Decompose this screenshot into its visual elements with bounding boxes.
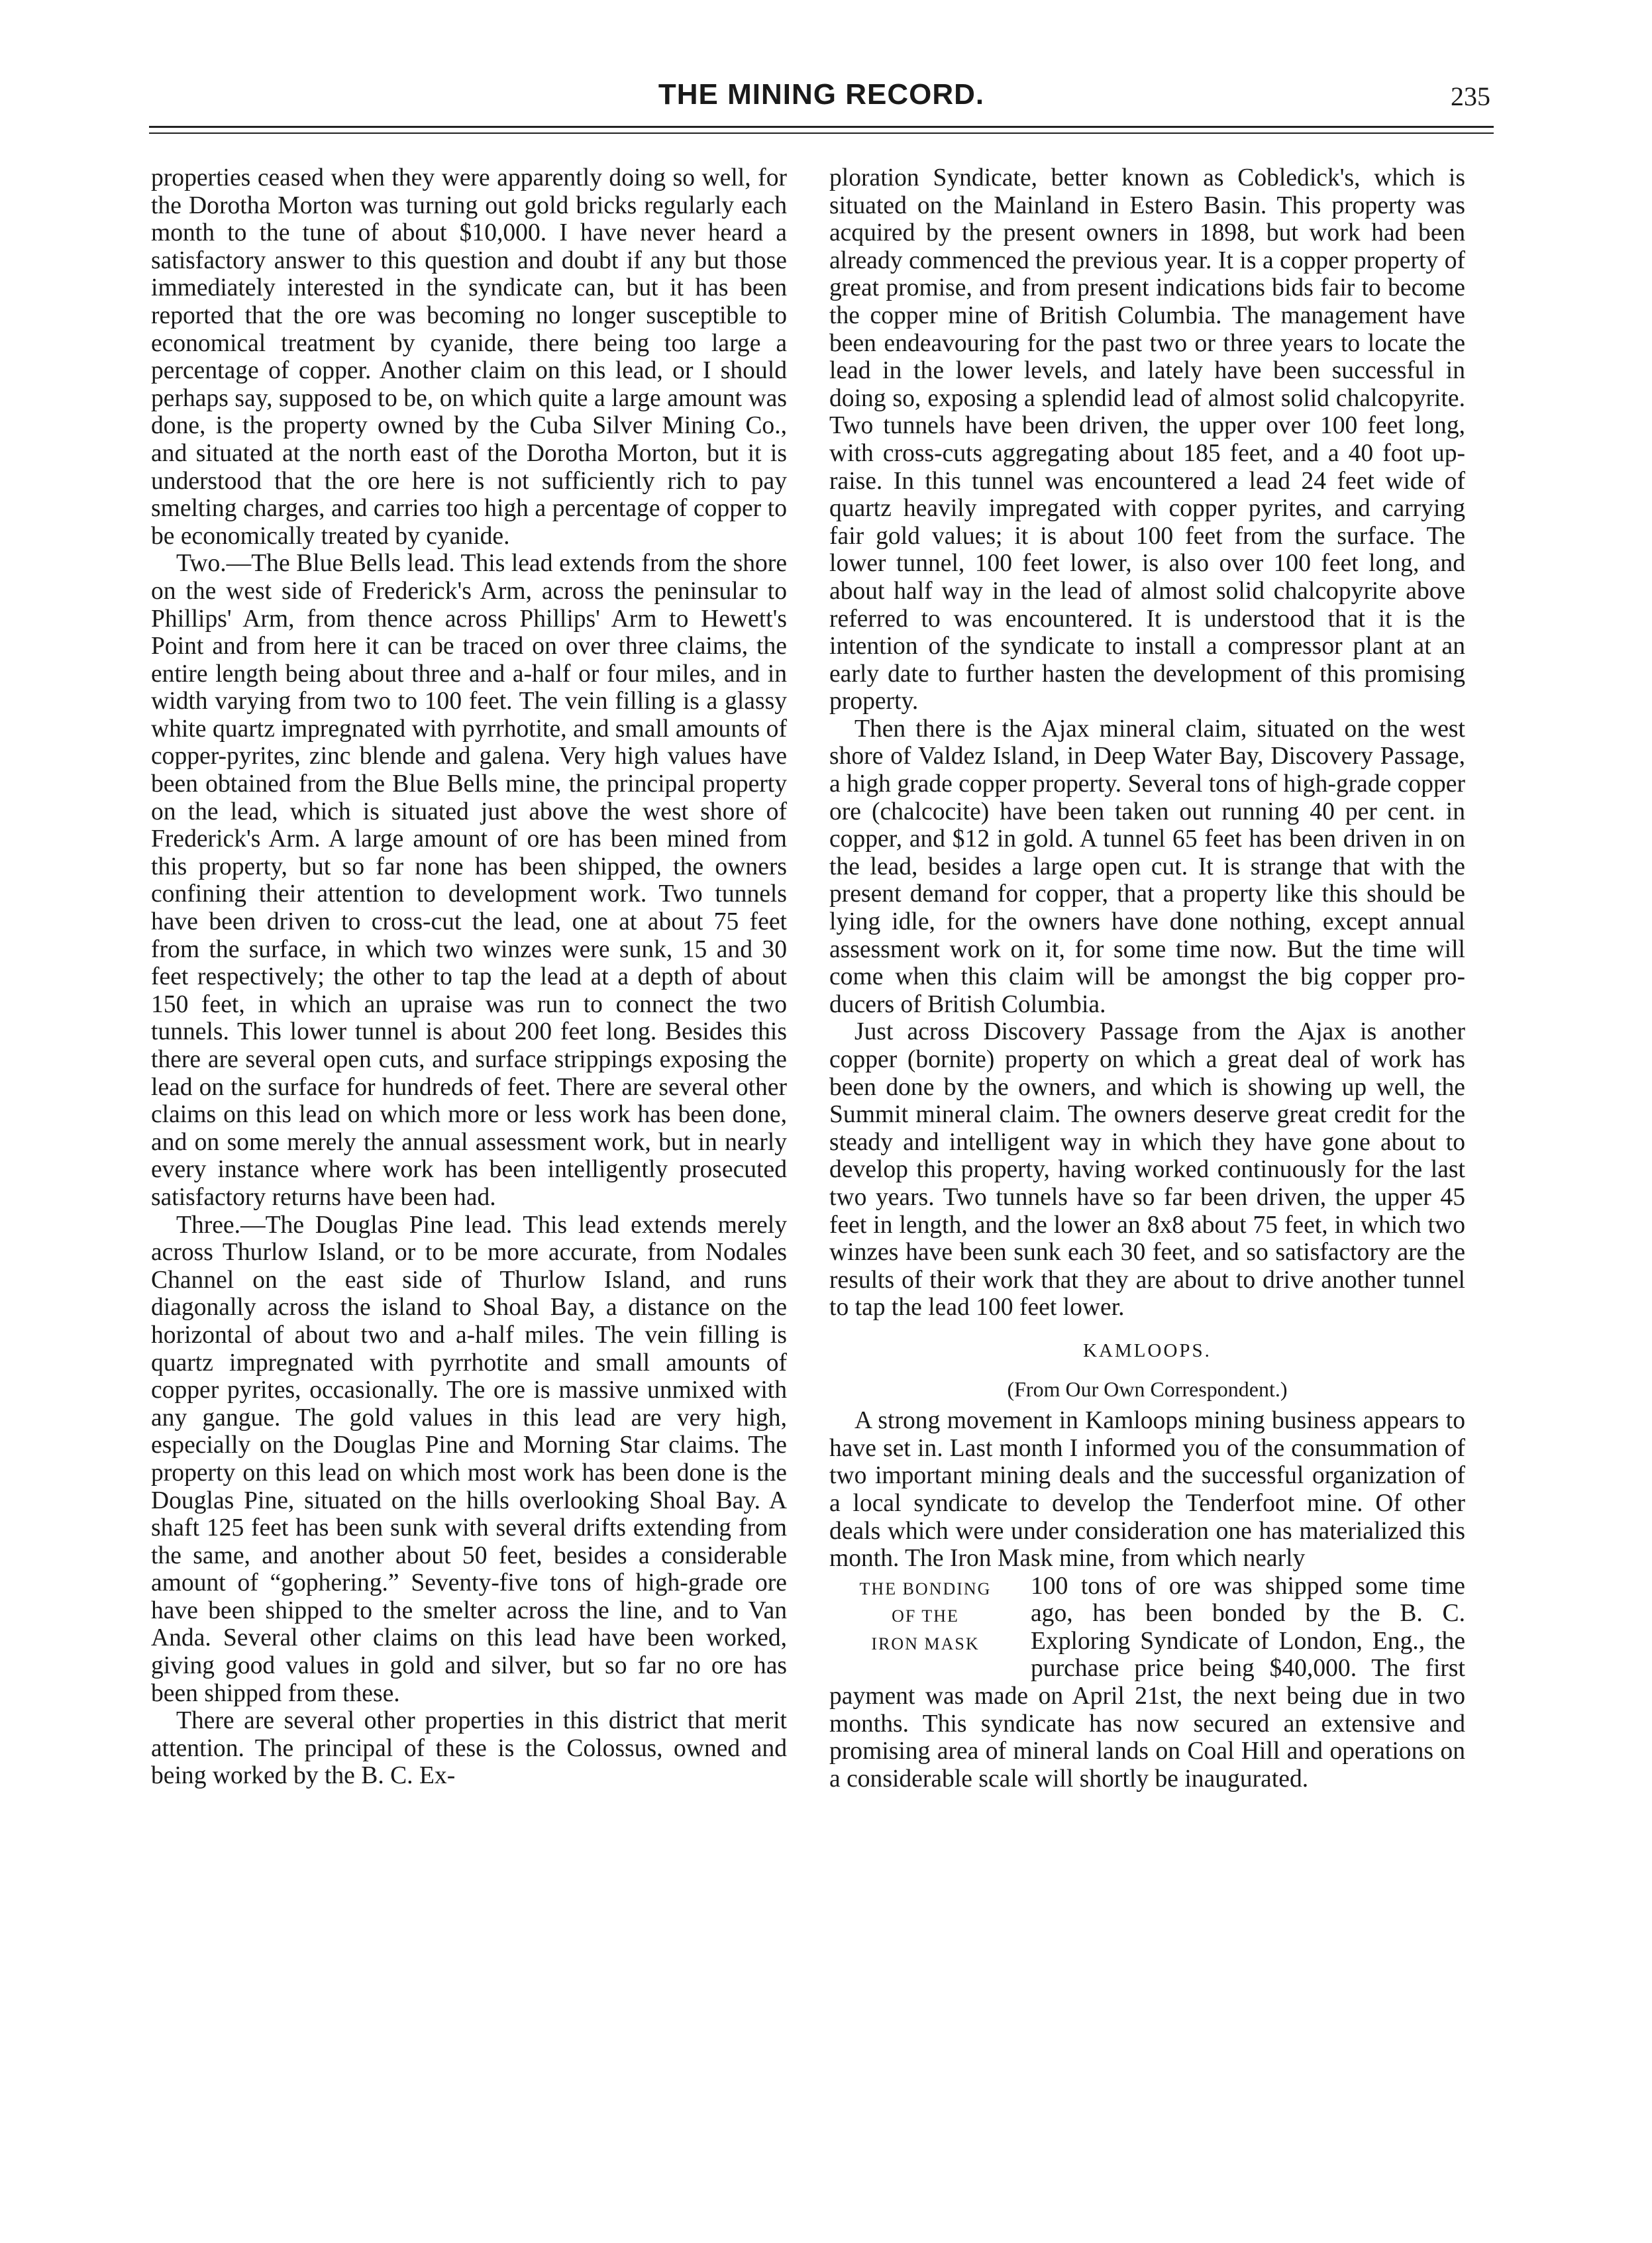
paragraph: A strong movement in Kamloops mining business appears to have set in. Last month I informed you of the consummation of two important mining deals and the successful organization of a local syndicate to develop the Tenderfoot mine. Of other deals which were under consideration one has materialized this month. The Iron Mask mine, from which nearly <box>829 1407 1465 1573</box>
paragraph: ploration Syndicate, better known as Cobledick's, which is situated on the Mainland in Estero Basin. This property was acquired by the present owners in 1898, but work had been already commenced the previous year. It is a copper property of great promise, and from present indications bids fair to become the copper mine of British Columbia. The management have been endeavouring for the past two or three years to locate the lead in the lower levels, and lately have been successful in doing so, exposing a splendid lead of almost solid chalcopyrite. Two tunnels have been driven, the upper over 100 feet long, with cross-cuts aggregating about 185 feet, and a 40 foot upraise. In this tunnel was encountered a lead 24 feet wide of quartz heavily impregated with copper pyrites, and carrying fair gold values; it is about 100 feet from the surface. The lower tunnel, 100 feet lower, is also over 100 feet long, and about half way in the lead of almost solid chalcopyrite above referred to was encountered. It is understood that it is the intention of the syndicate to install a compressor plant at an early date to further hasten the development of this promising property. <box>829 164 1465 715</box>
paragraph: There are several other properties in this district that merit attention. The principal of these is the Colossus, owned and being worked by the B. C. Ex- <box>151 1707 787 1790</box>
paragraph: 100 tons of ore was shipped some time ago, has been bonded by the B. C. Exploring Syndicate of London, Eng., the purchase price being $40,000. The first payment was made on April 21st, the next being due in two months. This syndicate has now secured an extensive and promising area of mineral lands on Coal Hill and operations on a considerable scale will shortly be inaugurated. <box>829 1572 1465 1793</box>
paragraph: properties ceased when they were apparently doing so well, for the Dorotha Morton was turning out gold bricks regularly each month to the tune of about $10,000. I have never heard a satisfactory answer to this question and doubt if any but those immediately interested in the syndicate can, but it has been reported that the ore was becoming no longer susceptible to economical treatment by cyanide, there being too large a percentage of copper. Another claim on this lead, or I should perhaps say, supposed to be, on which quite a large amount was done, is the property owned by the Cuba Silver Mining Co., and situated at the north east of the Dorotha Morton, but it is understood that the ore here is not sufficiently rich to pay smelting charges, and carries too high a percentage of copper to be economically treated by cyanide. <box>151 164 787 550</box>
header-rule <box>149 126 1494 128</box>
margin-note-line: OF THE <box>892 1606 959 1626</box>
page-number: 235 <box>1451 81 1490 111</box>
left-column <box>151 164 787 1790</box>
margin-note <box>829 1575 1021 1658</box>
masthead-title: THE MINING RECORD. <box>658 78 985 111</box>
section-heading: KAMLOOPS. <box>1083 1339 1212 1361</box>
page-header <box>152 78 1490 125</box>
header-rule-secondary <box>149 132 1494 134</box>
margin-note-line: THE BONDING <box>859 1579 992 1598</box>
paragraph: Just across Discovery Passage from the Ajax is another copper (bornite) property on which a great deal of work has been done by the owners, and which is showing up well, the Summit mineral claim. The owners deserve great credit for the steady and intelligent way in which they have gone about to develop this property, having worked continuously for the last two years. Two tunnels have so far been driven, the upper 45 feet in length, and the lower an 8x8 about 75 feet, in which two winzes have been sunk each 30 feet, and so satisfactory are the results of their work that they are about to drive another tunnel to tap the lead 100 feet lower. <box>829 1018 1465 1322</box>
paragraph: Two.—The Blue Bells lead. This lead extends from the shore on the west side of Frederick's Arm, across the peninsular to Phillips' Arm, from thence across Phillips' Arm to Hewett's Point and from here it can be traced on over three claims, the entire length being about three and a-half or four miles, and in width varying from two to 100 feet. The vein filling is a glassy white quartz impregnated with pyrrhotite, and small amounts of copper-pyrites, zinc blende and galena. Very high values have been obtained from the Blue Bells mine, the principal property on the lead, which is situated just above the west shore of Frederick's Arm. A large amount of ore has been mined from this property, but so far none has been shipped, the owners confining their attention to development work. Two tunnels have been driven to cross-cut the lead, one at about 75 feet from the surface, in which two winzes were sunk, 15 and 30 feet respectively; the other to tap the lead at a depth of about 150 feet, in which an upraise was run to connect the two tunnels. This lower tunnel is about 200 feet long. Besides this there are several open cuts, and surface strippings exposing the lead on the surface for hundreds of feet. There are several other claims on this lead on which more or less work has been done, and on some merely the annual assessment work, but in nearly every instance where work has been intelligently prosecuted satisfactory returns have been had. <box>151 550 787 1211</box>
paragraph: Then there is the Ajax mineral claim, situated on the west shore of Valdez Island, in Deep Water Bay, Discovery Passage, a high grade copper property. Several tons of high-grade copper ore (chalcocite) have been taken out running 40 per cent. in copper, and $12 in gold. A tunnel 65 feet has been driven in on the lead, besides a large open cut. It is strange that with the present demand for copper, that a property like this should be lying idle, for the owners have done nothing, except annual assessment work on it, for some time now. But the time will come when this claim will be amongst the big copper producers of British Columbia. <box>829 715 1465 1018</box>
margin-note-line: IRON MASK <box>871 1634 980 1653</box>
right-column <box>829 164 1465 1793</box>
paragraph: Three.—The Douglas Pine lead. This lead extends merely across Thurlow Island, or to be more accurate, from Nodales Channel on the east side of Thurlow Island, and runs diagonally across the island to Shoal Bay, a distance on the horizontal of about two and a-half miles. The vein filling is quartz impregnated with pyrrhotite and small amounts of copper pyrites, occasionally. The ore is massive unmixed with any gangue. The gold values in this lead are very high, especially on the Douglas Pine and Morning Star claims. The property on this lead on which most work has been done is the Douglas Pine, situated on the hills overlooking Shoal Bay. A shaft 125 feet has been sunk with several drifts extending from the same, and another about 50 feet, besides a considerable amount of “gophering.” Seventy-five tons of high-grade ore have been shipped to the smelter across the line, and to Van Anda. Several other claims on this lead have been worked, giving good values in gold and silver, but so far no ore has been shipped from these. <box>151 1211 787 1707</box>
byline: (From Our Own Correspondent.) <box>1007 1377 1288 1401</box>
